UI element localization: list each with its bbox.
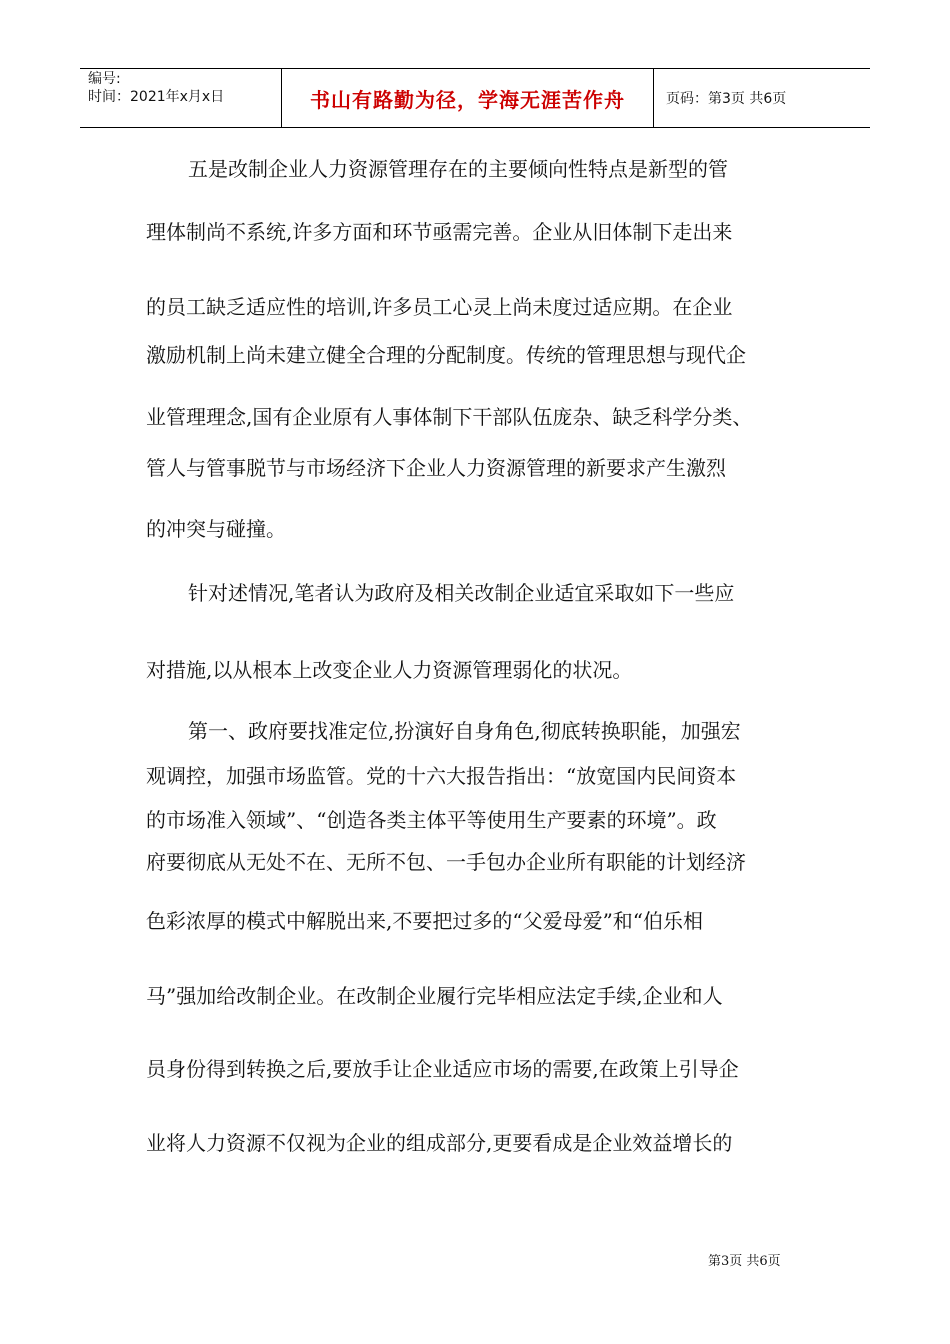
body-line: 员身份得到转换之后,要放手让企业适应市场的需要,在政策上引导企	[146, 1057, 739, 1081]
body-line: 的冲突与碰撞。	[146, 517, 286, 541]
body-line: 观调控，加强市场监管。党的十六大报告指出：“放宽国内民间资本	[146, 764, 737, 788]
body-line: 的员工缺乏适应性的培训,许多员工心灵上尚未度过适应期。在企业	[146, 295, 733, 319]
body-line: 业管理理念,国有企业原有人事体制下干部队伍庞杂、缺乏科学分类、	[146, 405, 753, 429]
body-line: 府要彻底从无处不在、无所不包、一手包办企业所有职能的计划经济	[146, 850, 746, 874]
body-line: 激励机制上尚未建立健全合理的分配制度。传统的管理思想与现代企	[146, 343, 746, 367]
body-line: 针对述情况,笔者认为政府及相关改制企业适宜采取如下一些应	[188, 581, 735, 605]
body-line: 马”强加给改制企业。在改制企业履行完毕相应法定手续,企业和人	[146, 984, 723, 1008]
document-date-label: 时间：2021年x月x日	[88, 89, 225, 105]
body-line: 第一、政府要找准定位,扮演好自身角色,彻底转换职能，加强宏	[188, 719, 741, 743]
header-page-number: 页码：第3页 共6页	[666, 91, 787, 107]
body-line: 色彩浓厚的模式中解脱出来,不要把过多的“父爱母爱”和“伯乐相	[146, 909, 704, 933]
document-number-label: 编号:	[88, 71, 121, 87]
body-line: 管人与管事脱节与市场经济下企业人力资源管理的新要求产生激烈	[146, 456, 726, 480]
page-footer-number: 第3页 共6页	[708, 1254, 781, 1269]
body-line: 理体制尚不系统,许多方面和环节亟需完善。企业从旧体制下走出来	[146, 220, 733, 244]
body-line: 对措施,以从根本上改变企业人力资源管理弱化的状况。	[146, 658, 633, 682]
body-line: 的市场准入领域”、“创造各类主体平等使用生产要素的环境”。政	[146, 808, 717, 832]
body-line: 业将人力资源不仅视为企业的组成部分,更要看成是企业效益增长的	[146, 1131, 733, 1155]
body-line: 五是改制企业人力资源管理存在的主要倾向性特点是新型的管	[188, 157, 728, 181]
header-motto: 书山有路勤为径，学海无涯苦作舟	[310, 87, 625, 112]
